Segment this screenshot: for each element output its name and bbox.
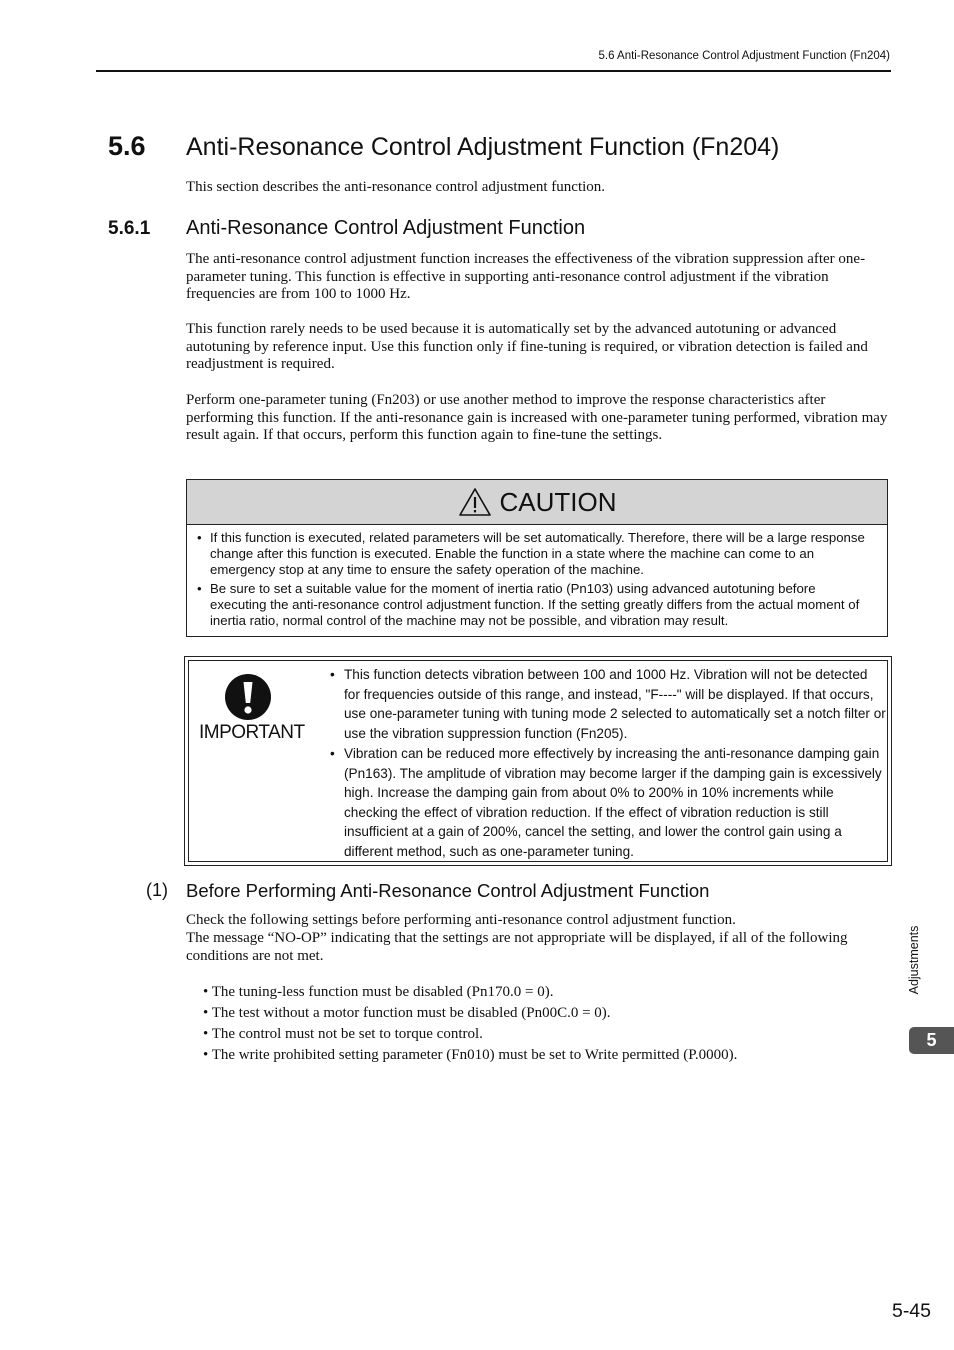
bullet: • [197,580,202,596]
conditions-list [203,982,883,1066]
check-paragraph [186,911,888,965]
exclamation-icon [223,672,273,722]
warning-triangle-icon [458,487,492,517]
important-item [330,744,887,861]
check-line: Check the following settings before performing anti-resonance control adjustment function. [186,912,736,928]
chapter-side-label [906,920,922,1000]
chapter-side-label-text: Adjustments [907,925,921,995]
condition-item: • The write prohibited setting parameter (Fn010) must be set to Write permitted (P.0000). [203,1047,738,1063]
subsection-title: Anti-Resonance Control Adjustment Function [186,217,586,239]
caution-title: CAUTION [499,486,617,517]
important-frame [188,660,888,862]
condition-item: • The control must not be set to torque control. [203,1026,483,1042]
condition-item: • The tuning-less function must be disabled (Pn170.0 = 0). [203,984,554,1000]
caution-list [187,525,887,629]
section-number: 5.6 [108,131,146,161]
chapter-tab: 5 [909,1027,954,1054]
running-header: 5.6 Anti-Resonance Control Adjustment Function (Fn204) [598,50,890,62]
bullet: • [330,746,335,761]
section-title: Anti-Resonance Control Adjustment Function (Fn204) [186,133,780,161]
page-number: 5-45 [891,1300,931,1322]
important-item-text: This function detects vibration between 100 and 1000 Hz. Vibration will not be detected for frequencies outside of this range, and instead, "F----" will be displayed. If that occurs, use one-parameter tuning with tuning mode 2 selected to automatically set a notch filter or use the vibration suppression function (Fn205). [344,667,886,741]
header-rule [96,70,891,72]
important-label: IMPORTANT [199,722,305,743]
check-line: The message “NO-OP” indicating that the settings are not appropriate will be displayed, if all of the following conditions are not met. [186,930,848,964]
step-number: (1) [146,880,168,900]
bullet: • [197,530,202,545]
subsection-number: 5.6.1 [108,218,151,239]
step-title: Before Performing Anti-Resonance Control Adjustment Function [186,880,710,901]
body-paragraph: The anti-resonance control adjustment function increases the effectiveness of the vibration suppression after one-parameter tuning. This function is effective in supporting anti-resonance control adjustment if the vibration frequencies are from 100 to 1000 Hz. [186,251,866,302]
caution-item-text: If this function is executed, related parameters will be set automatically. Therefore, there will be a large response change after this function is executed. Enable the function in a state where the machine can come to an emergency stop at any time to ensure the safety operation of the machine. [210,530,865,578]
body-paragraph: This function rarely needs to be used because it is automatically set by the advanced autotuning or advanced autotuning by reference input. Use this function only if fine-tuning is required, or vibration detection is failed and readjustment is required. [186,321,868,372]
body-paragraph: Perform one-parameter tuning (Fn203) or use another method to improve the response characteristics after performing this function. If the anti-resonance gain is increased with one-parameter tuning performed, vibration may result again. If that occurs, perform this function again to fine-tune the settings. [186,392,888,443]
section-intro: This section describes the anti-resonance control adjustment function. [186,179,606,195]
caution-item-text: Be sure to set a suitable value for the moment of inertia ratio (Pn103) using advanced autotuning before executing the anti-resonance control adjustment function. If the setting greatly differs from the actual moment of inertia ratio, normal control of the machine may not be possible, and vibration may result. [210,580,860,629]
important-item [330,665,887,743]
important-item-text: Vibration can be reduced more effectively by increasing the anti-resonance damping gain (Pn163). The amplitude of vibration may become larger if the damping gain is excessively high. Increase the damping gain from about 0% to 200% in 10% increments while checking the effect of vibration reduction. If the effect of vibration reduction is still insufficient at a gain of 200%, cancel the setting, and lower the control gain using a different method, such as one-parameter tuning. [344,746,882,859]
caution-item [197,530,873,579]
caution-item [197,581,873,630]
caution-box [186,479,888,637]
condition-item: • The test without a motor function must be disabled (Pn00C.0 = 0). [203,1005,611,1021]
bullet: • [330,667,335,682]
important-box [184,656,892,866]
caution-header [187,480,887,525]
important-list [330,665,887,862]
